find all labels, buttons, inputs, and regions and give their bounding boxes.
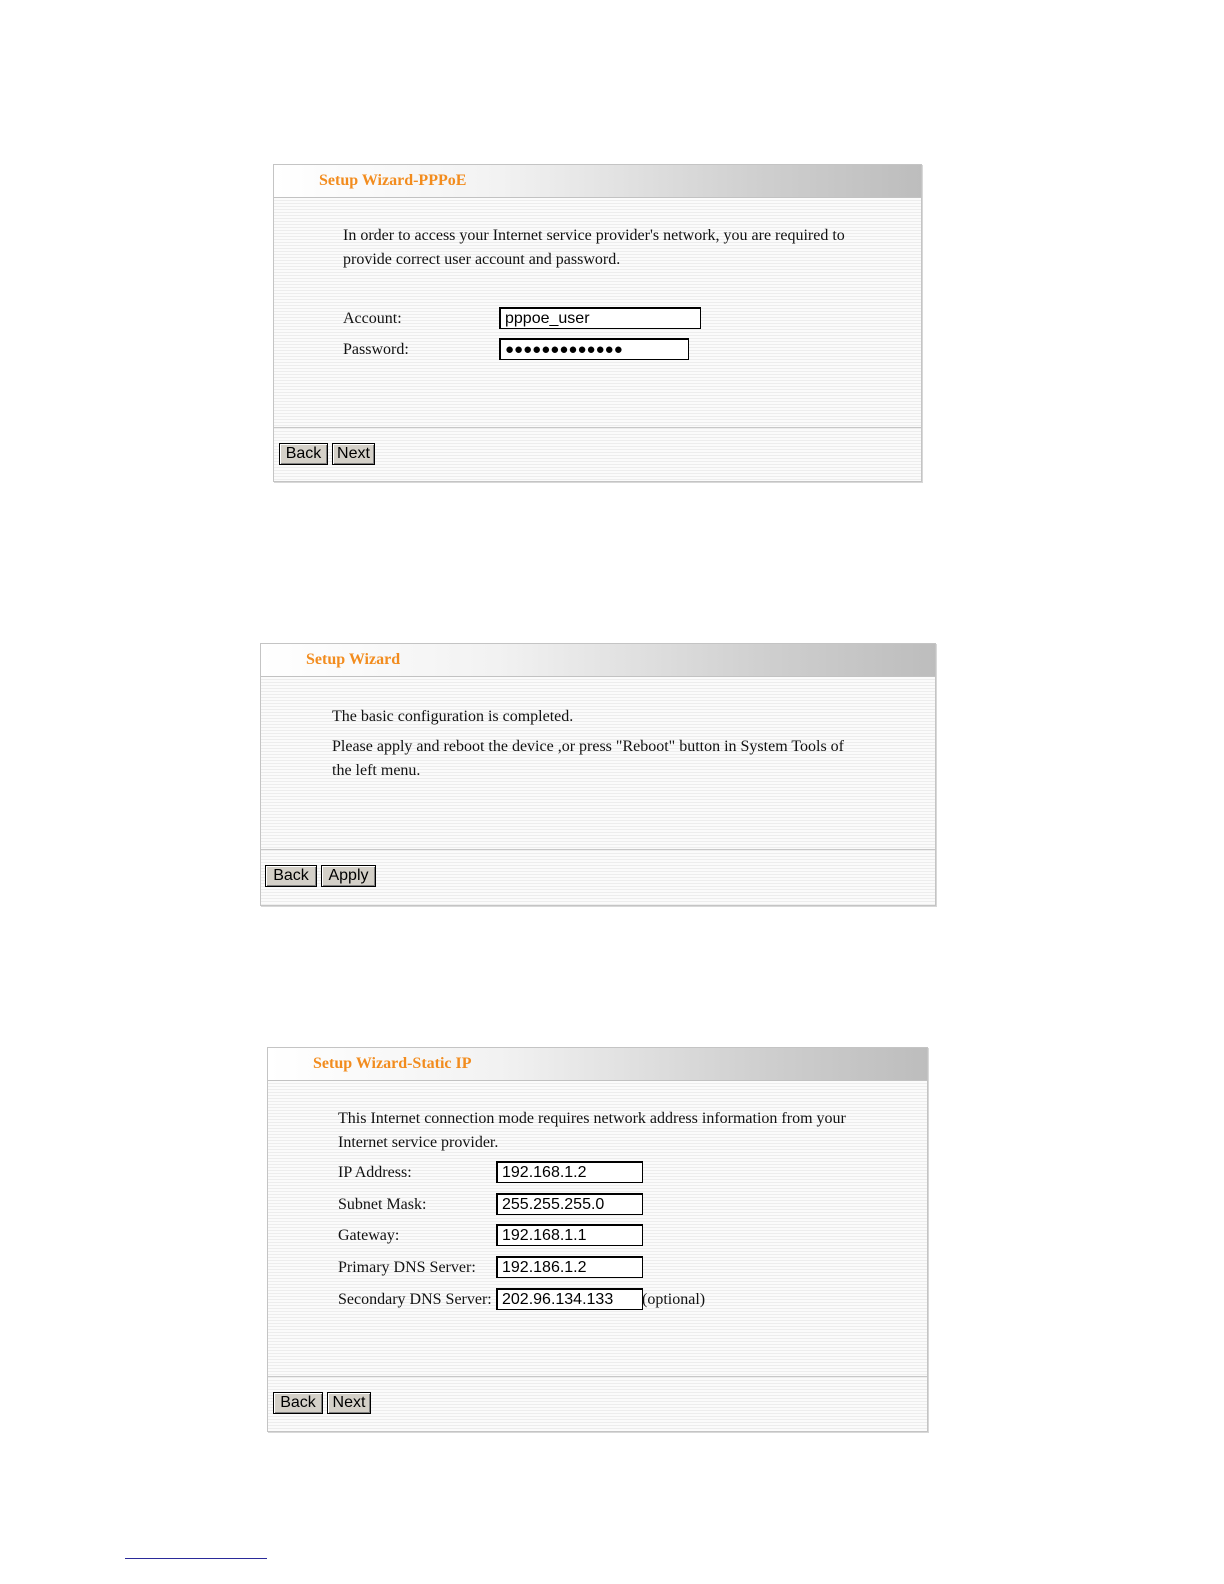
pppoe-panel-title: Setup Wizard-PPPoE: [319, 172, 467, 189]
static-ip-panel-title: Setup Wizard-Static IP: [313, 1055, 472, 1072]
password-label: Password:: [343, 341, 409, 358]
finish-panel-title: Setup Wizard: [306, 651, 401, 668]
pppoe-back-button[interactable]: Back: [279, 443, 328, 465]
finish-panel-header: [261, 644, 935, 677]
subnet-mask-label: Subnet Mask:: [338, 1196, 427, 1213]
account-input[interactable]: pppoe_user: [499, 307, 701, 329]
static-ip-footer-divider: [268, 1376, 927, 1377]
secondary-dns-label: Secondary DNS Server:: [338, 1291, 492, 1308]
password-input[interactable]: ●●●●●●●●●●●●●: [499, 338, 689, 360]
pppoe-intro-line-2: provide correct user account and password.: [343, 251, 621, 268]
static-ip-intro-line-1: This Internet connection mode requires network address information from your: [338, 1110, 846, 1127]
primary-dns-input[interactable]: 192.186.1.2: [496, 1256, 643, 1278]
primary-dns-label: Primary DNS Server:: [338, 1259, 476, 1276]
ip-address-label: IP Address:: [338, 1164, 412, 1181]
static-ip-intro-line-2: Internet service provider.: [338, 1134, 499, 1151]
static-ip-next-button[interactable]: Next: [327, 1392, 371, 1414]
pppoe-wizard-panel: [273, 164, 922, 482]
finish-back-button[interactable]: Back: [265, 865, 317, 887]
footnote-separator: [125, 1558, 267, 1559]
static-ip-wizard-panel: [267, 1047, 928, 1432]
gateway-input[interactable]: 192.168.1.1: [496, 1224, 643, 1246]
static-ip-back-button[interactable]: Back: [273, 1392, 323, 1414]
secondary-dns-input[interactable]: 202.96.134.133: [496, 1288, 643, 1310]
finish-footer-divider: [261, 849, 935, 850]
finish-line-2: Please apply and reboot the device ,or press "Reboot" button in System Tools of: [332, 738, 845, 755]
pppoe-next-button[interactable]: Next: [332, 443, 375, 465]
gateway-label: Gateway:: [338, 1227, 400, 1244]
subnet-mask-input[interactable]: 255.255.255.0: [496, 1193, 643, 1215]
finish-apply-button[interactable]: Apply: [321, 865, 376, 887]
optional-note: (optional): [642, 1291, 706, 1308]
account-label: Account:: [343, 310, 402, 327]
finish-line-3: the left menu.: [332, 762, 421, 779]
static-ip-panel-header: [268, 1048, 927, 1081]
finish-line-1: The basic configuration is completed.: [332, 708, 574, 725]
pppoe-panel-header: [274, 165, 921, 198]
ip-address-input[interactable]: 192.168.1.2: [496, 1161, 643, 1183]
pppoe-footer-divider: [274, 427, 921, 428]
pppoe-intro-line-1: In order to access your Internet service provider's network, you are required to: [343, 227, 845, 244]
finish-wizard-panel: [260, 643, 936, 906]
